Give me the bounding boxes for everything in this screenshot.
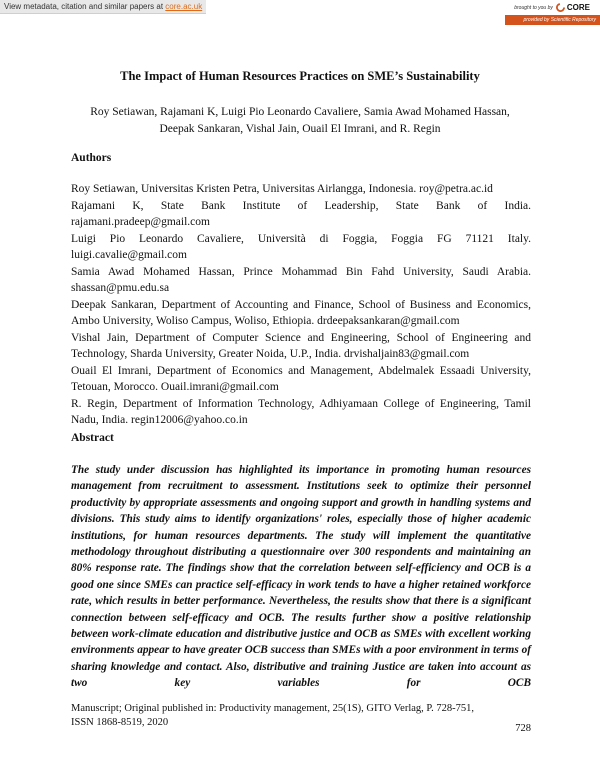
brought-by xyxy=(514,3,590,12)
affiliation-line: shassan@pmu.edu.sa xyxy=(71,282,170,294)
core-link-prefix: View metadata, citation and similar papers at xyxy=(4,2,166,11)
authors-heading: Authors xyxy=(71,152,112,164)
core-logo-label: CORE xyxy=(566,3,590,12)
affiliation-line: Nadu, India. regin12006@yahoo.co.in xyxy=(71,414,248,426)
core-metadata-link[interactable] xyxy=(0,0,206,14)
provided-by-banner xyxy=(505,15,600,25)
footer-line-2: ISSN 1868-8519, 2020 xyxy=(71,716,169,728)
abstract-text: The study under discussion has highlighted its importance in promoting human resources management from recruitment to assessment. Institutions seek to optimize their personnel productivity by appropriate assessments and ongoing support and growth in handling systems and divisions. This study aims to identify organizations' roles, especially those of higher academic institutions, for human resources departments. The study will implement the quantitative methodology throughout distributing a questionnaire over 300 respondents and maintaining an 80% response rate. The findings show that the correlation between self-efficiency and OCB is a good one since SMEs can practice self-efficacy in work tends to have a higher retained workforce rate, which results in better performance. Nevertheless, the results show that there is a significant connection between self-efficacy and OCB. The results further show a positive relationship between work-climate education and distributive justice and OCB as SMEs with excellent working environments appear to have greater OCB success than SMEs with a poor environment in terms of sharing knowledge and contact. Also, distributive and training Justice are taken into account as two key variables for OCB xyxy=(71,464,531,690)
affiliation-line: Ouail El Imrani, Department of Economics and Management, Abdelmalek Essaadi University, xyxy=(71,364,531,377)
affiliation-line: Rajamani K, State Bank Institute of Leadership, State Bank of India. xyxy=(71,199,531,212)
affiliation-line: Deepak Sankaran, Department of Accounting and Finance, School of Business and Economics, xyxy=(71,298,531,311)
paper-title: The Impact of Human Resources Practices on SME’s Sustainability xyxy=(120,69,480,83)
affiliation-line: R. Regin, Department of Information Technology, Adhiyamaan College of Engineering, Tamil xyxy=(71,397,531,410)
affiliation-line: luigi.cavalie@gmail.com xyxy=(71,249,187,261)
core-logo[interactable] xyxy=(556,3,590,12)
affiliation-line: Technology, Sharda University, Greater Noida, U.P., India. drvishaljain83@gmail.com xyxy=(71,348,470,360)
affiliation-line: Ambo University, Woliso Campus, Woliso, Ethiopia. drdeepaksankaran@gmail.com xyxy=(71,315,460,327)
affiliation-line: Luigi Pio Leonardo Cavaliere, Università di Foggia, Foggia FG 71121 Italy. xyxy=(71,232,531,245)
core-banner xyxy=(0,0,600,27)
brought-by-text: brought to you by xyxy=(514,4,553,11)
author-line-2: Deepak Sankaran, Vishal Jain, Ouail El Imrani, and R. Regin xyxy=(159,123,441,135)
abstract-heading: Abstract xyxy=(71,432,114,444)
provided-by-text: provided by Scientific Repository xyxy=(523,17,596,23)
affiliation-line: rajamani.pradeep@gmail.com xyxy=(71,216,210,228)
core-logo-icon xyxy=(556,3,565,12)
footer-line-1: Manuscript; Original published in: Productivity management, 25(1S), GITO Verlag, P. 728-751, xyxy=(71,703,474,714)
core-link-text[interactable]: core.ac.uk xyxy=(165,2,203,11)
affiliation-line: Samia Awad Mohamed Hassan, Prince Mohammad Bin Fahd University, Saudi Arabia. xyxy=(71,265,531,278)
affiliation-line: Tetouan, Morocco. Ouail.imrani@gmail.com xyxy=(71,381,279,393)
affiliations-block xyxy=(71,181,531,429)
affiliation-line: Roy Setiawan, Universitas Kristen Petra, Universitas Airlangga, Indonesia. roy@petra.ac.id xyxy=(71,183,493,195)
page-footer xyxy=(71,702,531,734)
author-line-1: Roy Setiawan, Rajamani K, Luigi Pio Leonardo Cavaliere, Samia Awad Mohamed Hassan, xyxy=(90,106,510,118)
affiliation-line: Vishal Jain, Department of Computer Science and Engineering, School of Engineering and xyxy=(71,331,531,344)
page-number: 728 xyxy=(515,723,531,734)
